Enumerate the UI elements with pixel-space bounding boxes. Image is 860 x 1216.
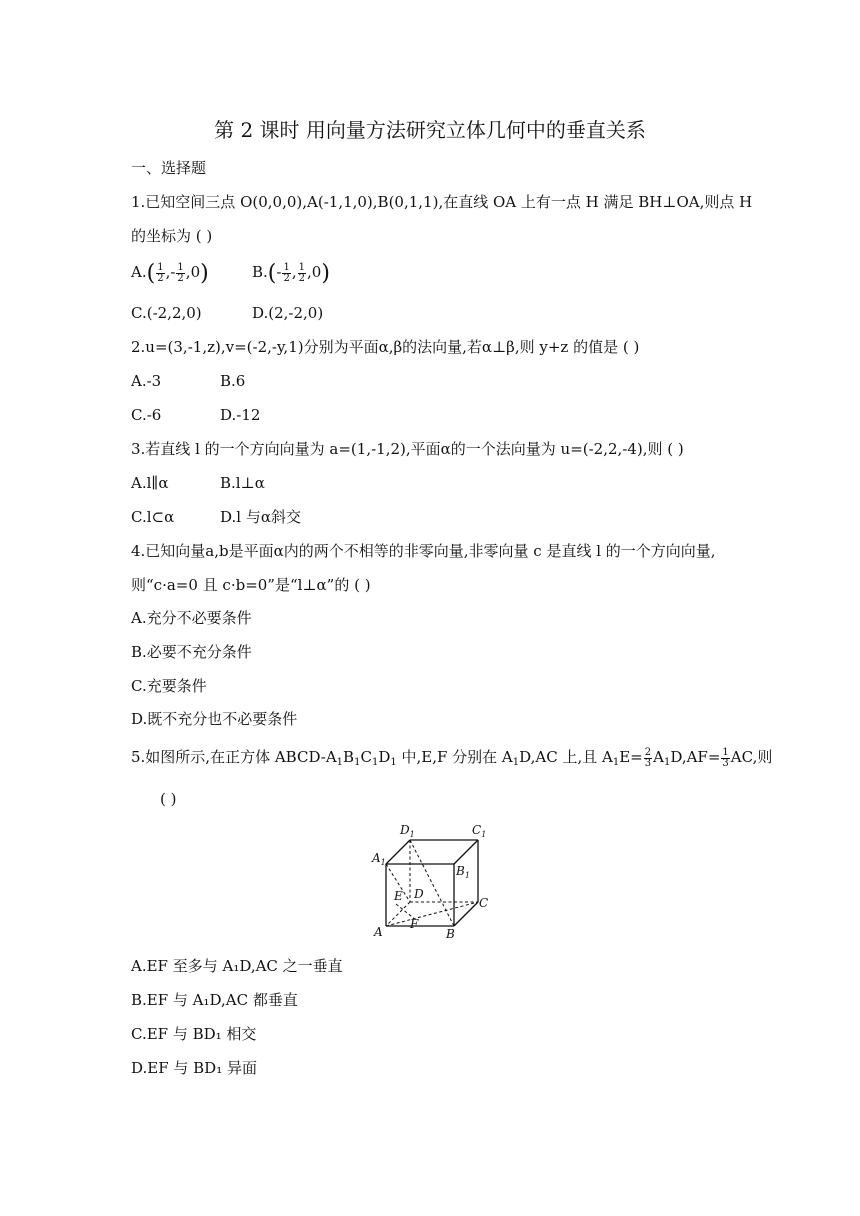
q1-option-b: B.(- $\frac{1}{2}$ , $\frac{1}{2}$ ,0) bbox=[252, 261, 330, 286]
label-D: D bbox=[414, 887, 424, 901]
label-D1: $D_1$ bbox=[400, 823, 415, 839]
q2-option-a: A.-3 bbox=[131, 372, 162, 390]
q5-frac-one-third: $\frac{1}{3}$ bbox=[722, 746, 729, 769]
q4-option-d: D.既不充分也不必要条件 bbox=[131, 710, 298, 728]
q2-stem: 2.u=(3,-1,z),v=(-2,-y,1)分别为平面α,β的法向量,若α⊥β,则 y+z 的值是 ( ) bbox=[131, 338, 640, 356]
q5-option-d: D.EF 与 BD₁ 异面 bbox=[131, 1059, 257, 1077]
label-C1: $C_1$ bbox=[472, 823, 487, 839]
q3-option-d: D.l 与α斜交 bbox=[220, 508, 301, 526]
q1-option-a-prefix: A. bbox=[131, 263, 147, 281]
label-F: F bbox=[410, 917, 419, 931]
q4-option-b: B.必要不充分条件 bbox=[131, 643, 252, 661]
q5-option-a: A.EF 至多与 A₁D,AC 之一垂直 bbox=[131, 957, 343, 975]
q1-option-b-frac2: $\frac{1}{2}$ bbox=[298, 261, 305, 284]
q1-option-a-tail: ,0 bbox=[185, 263, 201, 281]
q1-stem-line1: 1.已知空间三点 O(0,0,0),A(-1,1,0),B(0,1,1),在直线 OA 上有一点 H 满足 BH⊥OA,则点 H bbox=[131, 193, 753, 211]
q4-stem-line1: 4.已知向量a,b是平面α内的两个不相等的非零向量,非零向量 c 是直线 l 的一个方向向量, bbox=[131, 542, 716, 560]
q1-option-b-frac1: $\frac{1}{2}$ bbox=[283, 261, 290, 284]
q1-option-a-frac1: $\frac{1}{2}$ bbox=[157, 261, 164, 284]
q5-option-b: B.EF 与 A₁D,AC 都垂直 bbox=[131, 991, 298, 1009]
q2-option-c: C.-6 bbox=[131, 406, 162, 424]
q3-option-a: A.l∥α bbox=[131, 474, 169, 492]
q4-stem-line2: 则“c·a=0 且 c·b=0”是“l⊥α”的 ( ) bbox=[131, 576, 371, 594]
q1-stem-line2: 的坐标为 ( ) bbox=[131, 227, 213, 245]
q1-option-b-tail: ,0 bbox=[307, 263, 322, 281]
section-heading: 一、选择题 bbox=[131, 159, 207, 177]
q1-option-b-prefix: B. bbox=[252, 263, 268, 281]
q5-stem: 5.如图所示,在正方体 ABCD-$A_1B_1C_1D_1$ 中,E,F 分别在 $A_1D,AC$ 上,且 $A_1E=$ $\frac{2}{3}$ $A_1D,AF=$ $\frac{1}{3}$ AC,则 bbox=[131, 746, 773, 769]
q3-stem: 3.若直线 l 的一个方向向量为 a=(1,-1,2),平面α的一个法向量为 u=(-2,2,-4),则 ( ) bbox=[131, 440, 684, 458]
q5-frac-two-thirds: $\frac{2}{3}$ bbox=[644, 746, 652, 769]
q1-option-a: A.( $\frac{1}{2}$ ,- $\frac{1}{2}$ ,0) bbox=[131, 261, 209, 286]
q5-option-c: C.EF 与 BD₁ 相交 bbox=[131, 1025, 257, 1043]
label-B: B bbox=[446, 927, 455, 941]
q4-option-a: A.充分不必要条件 bbox=[131, 609, 252, 627]
q4-option-c: C.充要条件 bbox=[131, 677, 207, 695]
label-A: A bbox=[374, 925, 383, 939]
q5-answer-paren: ( ) bbox=[160, 790, 177, 808]
label-C: C bbox=[479, 896, 489, 910]
q2-option-b: B.6 bbox=[220, 372, 246, 390]
q2-option-d: D.-12 bbox=[220, 406, 261, 424]
label-A1: $A_1$ bbox=[372, 851, 386, 867]
q1-option-c: C.(-2,2,0) bbox=[131, 304, 202, 322]
q1-option-d: D.(2,-2,0) bbox=[252, 304, 324, 322]
label-E: E bbox=[394, 889, 403, 903]
cube-figure bbox=[370, 820, 492, 942]
label-B1: $B_1$ bbox=[456, 864, 470, 880]
q1-option-a-frac2: $\frac{1}{2}$ bbox=[177, 261, 184, 284]
q3-option-b: B.l⊥α bbox=[220, 474, 265, 492]
page-title: 第 2 课时 用向量方法研究立体几何中的垂直关系 bbox=[214, 118, 646, 142]
q3-option-c: C.l⊂α bbox=[131, 508, 175, 526]
